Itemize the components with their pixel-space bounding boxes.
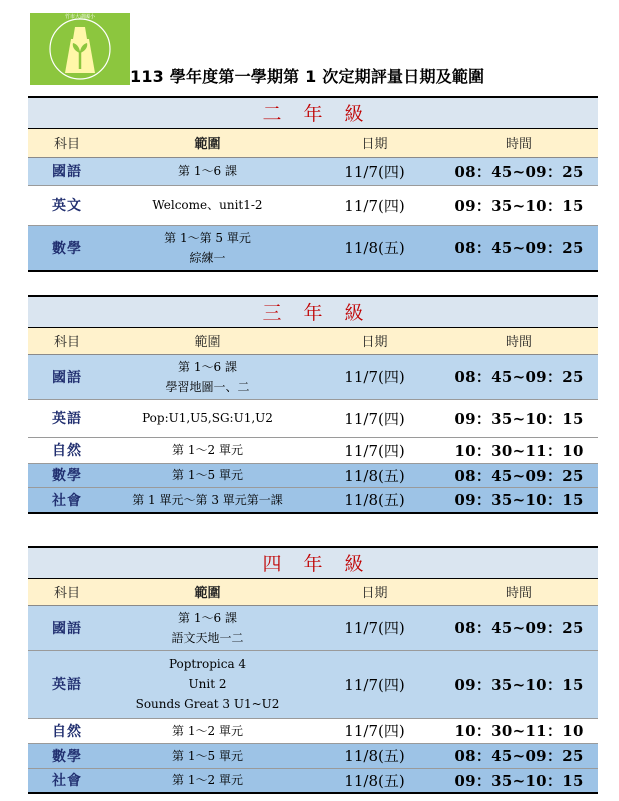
date-cell: 11/8(五)	[309, 463, 440, 487]
table-row	[28, 743, 598, 768]
table-row	[28, 605, 598, 650]
scope-cell: 第 1～2 單元	[106, 768, 309, 793]
col-time: 時間	[440, 578, 598, 605]
table-row	[28, 157, 598, 185]
col-subject: 科目	[28, 327, 106, 354]
scope-cell: Poptropica 4 Unit 2 Sounds Great 3 U1~U2	[106, 650, 309, 718]
time-cell: 09：35~10：15	[440, 185, 598, 225]
grade-2-table	[28, 96, 598, 272]
subject-cell: 國語	[28, 605, 106, 650]
table-row	[28, 399, 598, 437]
subject-cell: 社會	[28, 487, 106, 513]
subject-cell: 英文	[28, 185, 106, 225]
scope-cell: Pop:U1,U5,SG:U1,U2	[106, 399, 309, 437]
logo-ring-text: 竹市大湖國小	[64, 14, 95, 20]
date-cell: 11/7(四)	[309, 650, 440, 718]
subject-cell: 自然	[28, 437, 106, 463]
table-row	[28, 650, 598, 718]
scope-cell: 第 1～2 單元	[106, 437, 309, 463]
scope-cell: 第 1～6 課 語文天地一二	[106, 605, 309, 650]
page-title: 113 學年度第一學期第 1 次定期評量日期及範圍	[130, 67, 485, 86]
time-cell: 08：45~09：25	[440, 743, 598, 768]
subject-cell: 數學	[28, 463, 106, 487]
time-cell: 09：35~10：15	[440, 487, 598, 513]
school-emblem-icon	[30, 13, 130, 85]
time-cell: 08：45~09：25	[440, 225, 598, 271]
grade-title: 四 年 級	[28, 547, 598, 578]
table-row	[28, 463, 598, 487]
scope-cell: 第 1～第 5 單元 綜練一	[106, 225, 309, 271]
time-cell: 08：45~09：25	[440, 605, 598, 650]
scope-cell: 第 1～6 課 學習地圖一、二	[106, 354, 309, 399]
date-cell: 11/8(五)	[309, 743, 440, 768]
table-row	[28, 437, 598, 463]
time-cell: 09：35~10：15	[440, 399, 598, 437]
subject-cell: 國語	[28, 157, 106, 185]
time-cell: 08：45~09：25	[440, 354, 598, 399]
date-cell: 11/7(四)	[309, 399, 440, 437]
table-row	[28, 185, 598, 225]
table-row	[28, 225, 598, 271]
subject-cell: 數學	[28, 743, 106, 768]
col-scope: 範圍	[106, 128, 309, 157]
table-row	[28, 768, 598, 793]
subject-cell: 英語	[28, 650, 106, 718]
date-cell: 11/7(四)	[309, 718, 440, 743]
date-cell: 11/8(五)	[309, 487, 440, 513]
col-date: 日期	[309, 327, 440, 354]
grade-3-table	[28, 295, 598, 514]
col-date: 日期	[309, 578, 440, 605]
scope-cell: 第 1～2 單元	[106, 718, 309, 743]
date-cell: 11/8(五)	[309, 225, 440, 271]
subject-cell: 數學	[28, 225, 106, 271]
scope-cell: 第 1～5 單元	[106, 743, 309, 768]
grade-title: 三 年 級	[28, 296, 598, 327]
date-cell: 11/7(四)	[309, 437, 440, 463]
col-subject: 科目	[28, 128, 106, 157]
time-cell: 08：45~09：25	[440, 463, 598, 487]
date-cell: 11/8(五)	[309, 768, 440, 793]
subject-cell: 自然	[28, 718, 106, 743]
time-cell: 10：30~11：10	[440, 718, 598, 743]
date-cell: 11/7(四)	[309, 157, 440, 185]
grade-title: 二 年 級	[28, 97, 598, 128]
col-date: 日期	[309, 128, 440, 157]
subject-cell: 國語	[28, 354, 106, 399]
date-cell: 11/7(四)	[309, 605, 440, 650]
date-cell: 11/7(四)	[309, 354, 440, 399]
col-time: 時間	[440, 128, 598, 157]
scope-cell: 第 1～6 課	[106, 157, 309, 185]
time-cell: 09：35~10：15	[440, 650, 598, 718]
date-cell: 11/7(四)	[309, 185, 440, 225]
scope-cell: 第 1 單元～第 3 單元第一課	[106, 487, 309, 513]
subject-cell: 社會	[28, 768, 106, 793]
col-time: 時間	[440, 327, 598, 354]
time-cell: 10：30~11：10	[440, 437, 598, 463]
table-row	[28, 487, 598, 513]
col-scope: 範圍	[106, 578, 309, 605]
table-row	[28, 354, 598, 399]
time-cell: 09：35~10：15	[440, 768, 598, 793]
table-row	[28, 718, 598, 743]
col-subject: 科目	[28, 578, 106, 605]
scope-cell: 第 1～5 單元	[106, 463, 309, 487]
time-cell: 08：45~09：25	[440, 157, 598, 185]
subject-cell: 英語	[28, 399, 106, 437]
col-scope: 範圍	[106, 327, 309, 354]
scope-cell: Welcome、unit1-2	[106, 185, 309, 225]
school-logo	[30, 13, 130, 85]
grade-4-table	[28, 546, 598, 794]
